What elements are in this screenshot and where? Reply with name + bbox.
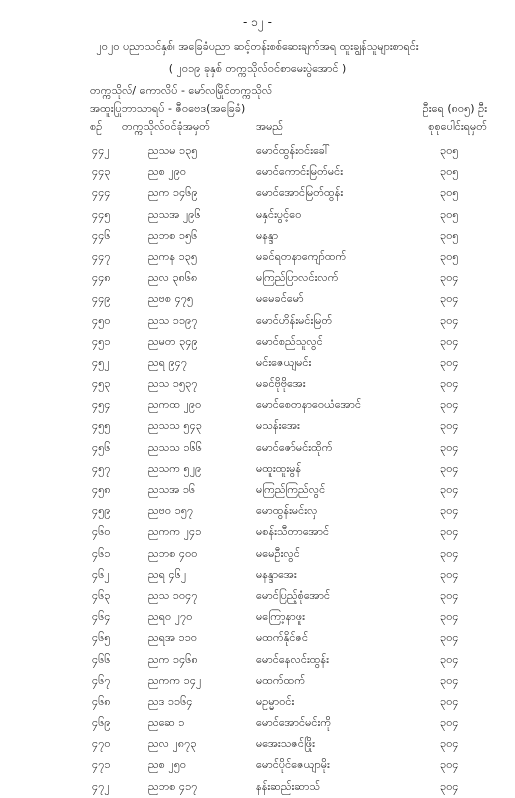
row-exam-id: ညဘစ ၄၀၀ bbox=[148, 546, 198, 560]
table-row bbox=[0, 650, 515, 671]
row-student-name: မောင်ထွန်းဝင်းခေါ် bbox=[256, 144, 330, 157]
row-total-score: ၃၀၄ bbox=[440, 271, 459, 285]
row-serial-number: ၄၆၈ bbox=[92, 694, 111, 708]
row-total-score: ၃၀၅ bbox=[440, 165, 459, 179]
row-exam-id: ညသအ ၁၆ bbox=[148, 483, 196, 496]
row-exam-id: ညမတ ၃၄၉ bbox=[148, 334, 198, 348]
row-exam-id: ညကထ ၂၉၀ bbox=[148, 398, 202, 412]
table-row bbox=[0, 226, 515, 247]
row-student-name: မထက်ထက် bbox=[256, 673, 306, 687]
row-student-name: မောင်စည်သူလွင် bbox=[256, 334, 323, 348]
row-total-score: ၃၀၄ bbox=[440, 631, 459, 645]
row-serial-number: ၄၅၈ bbox=[92, 483, 111, 496]
row-serial-number: ၄၆၂ bbox=[92, 567, 110, 581]
row-total-score: ၃၀၄ bbox=[440, 334, 459, 348]
row-total-score: ၃၀၄ bbox=[440, 588, 459, 602]
row-student-name: မခင်ရတနာကျော်ထက် bbox=[256, 249, 347, 263]
row-student-name: မောင်ကောင်းမြတ်မင်း bbox=[256, 165, 344, 179]
row-student-name: မနှင်းပွင့်ဝေ bbox=[256, 207, 302, 221]
row-total-score: ၃၀၄ bbox=[440, 355, 459, 369]
name-column-header: အမည် bbox=[256, 120, 284, 133]
row-exam-id: ညဘစ ၁၅၆ bbox=[148, 228, 198, 242]
row-serial-number: ၄၄၅ bbox=[92, 207, 111, 221]
row-total-score: ၃၀၄ bbox=[440, 292, 459, 306]
row-total-score: ၃၀၅ bbox=[440, 228, 459, 242]
row-total-score: ၃၀၄ bbox=[440, 673, 459, 687]
row-serial-number: ၄၅၇ bbox=[92, 461, 111, 475]
row-total-score: ၃၀၄ bbox=[440, 546, 459, 560]
row-exam-id: ညလ ၂၈၇၃ bbox=[148, 737, 197, 751]
row-serial-number: ၄၇၂ bbox=[92, 779, 110, 793]
table-row bbox=[0, 459, 515, 480]
row-student-name: မထူးထူးမွန် bbox=[256, 461, 302, 475]
document-title: ၂၀၂၀ ပညာသင်နှစ်၊ အခြေခံပညာ ဆင့်တန်းစစ်ဆေးချက်အရ ထူးချွန်သူများစာရင်း bbox=[96, 40, 419, 53]
row-total-score: ၃၀၄ bbox=[440, 610, 459, 624]
row-exam-id: ညရ၀ ၂၇၀ bbox=[148, 610, 193, 624]
row-serial-number: ၄၆၇ bbox=[92, 673, 111, 687]
row-student-name: မောင်ပြည့်စုံအောင် bbox=[256, 588, 331, 602]
row-exam-id: ညဗ၀ ၁၅၇ bbox=[148, 504, 194, 518]
row-student-name: မောင်နေလင်းထွန်း bbox=[256, 652, 329, 666]
row-total-score: ၃၀၄ bbox=[440, 652, 459, 666]
row-total-score: ၃၀၄ bbox=[440, 716, 459, 730]
row-student-name: မသန်းအေး bbox=[256, 419, 300, 433]
table-row bbox=[0, 353, 515, 374]
score-column-header: စုစုပေါင်းရမှတ် bbox=[428, 120, 487, 133]
row-serial-number: ၄၅၉ bbox=[92, 504, 111, 518]
table-row bbox=[0, 692, 515, 713]
major-subject-label: အထူးပြုဘာသာရပ် - ဇီဝဗေဒ(အခြေခံ) bbox=[90, 102, 246, 115]
table-row bbox=[0, 777, 515, 798]
row-serial-number: ၄၆၃ bbox=[92, 588, 111, 602]
table-row bbox=[0, 395, 515, 416]
row-student-name: မအေးသဇင်ဖြိုး bbox=[256, 737, 315, 751]
row-exam-id: ညသမ ၁၃၅ bbox=[148, 144, 198, 157]
row-serial-number: ၄၄၇ bbox=[92, 249, 111, 263]
row-serial-number: ၄၅၃ bbox=[92, 377, 111, 391]
row-exam-id: ညကန ၁၃၅ bbox=[148, 249, 198, 263]
row-exam-id: ညဆေ ၁ bbox=[148, 716, 185, 730]
row-serial-number: ၄၅၂ bbox=[92, 355, 110, 369]
row-total-score: ၃၀၄ bbox=[440, 525, 459, 539]
row-total-score: ၃၀၄ bbox=[440, 398, 459, 412]
row-student-name: မကြော့နာဖူး bbox=[256, 610, 305, 624]
row-student-name: မနန္ဒာ bbox=[256, 228, 279, 242]
row-serial-number: ၄၅၅ bbox=[92, 419, 111, 433]
results-list bbox=[0, 141, 515, 798]
row-total-score: ၃၀၄ bbox=[440, 483, 459, 496]
serial-column-header: စဉ် bbox=[90, 120, 103, 133]
row-exam-id: ညသသ ၅၄၃ bbox=[148, 419, 202, 433]
row-serial-number: ၄၆၁ bbox=[92, 546, 111, 560]
table-row bbox=[0, 628, 515, 649]
table-row bbox=[0, 544, 515, 565]
row-student-name: မောင်စေတနာဝေယံအောင် bbox=[256, 398, 362, 412]
row-total-score: ၃၀၄ bbox=[440, 419, 459, 433]
row-exam-id: ညရ ၄၆၂ bbox=[148, 567, 187, 581]
table-row bbox=[0, 734, 515, 755]
row-serial-number: ၄၇၁ bbox=[92, 758, 111, 772]
row-serial-number: ၄၄၂ bbox=[92, 144, 110, 157]
row-total-score: ၃၀၅ bbox=[440, 186, 459, 200]
row-exam-id: ညသက ၅၂၉ bbox=[148, 461, 202, 475]
row-student-name: နန်းဆည်းဆာသ် bbox=[256, 779, 321, 793]
row-exam-id: ညသသ ၁၆၆ bbox=[148, 440, 202, 454]
row-exam-id: ညစ ၂၅၀ bbox=[148, 758, 187, 772]
row-exam-id: ညသ ၁၀၄၇ bbox=[148, 588, 198, 602]
row-exam-id: ညရ ၉၄၇ bbox=[148, 355, 188, 369]
row-total-score: ၃၀၅ bbox=[440, 144, 459, 157]
row-serial-number: ၄၆၄ bbox=[92, 610, 111, 624]
row-exam-id: ညကက ၂၄၁ bbox=[148, 525, 202, 539]
row-student-name: မမေခင်မော် bbox=[256, 292, 304, 306]
row-serial-number: ၄၄၆ bbox=[92, 228, 111, 242]
table-row bbox=[0, 565, 515, 586]
table-row bbox=[0, 416, 515, 437]
table-row bbox=[0, 141, 515, 162]
row-serial-number: ၄၆၅ bbox=[92, 631, 111, 645]
table-row bbox=[0, 671, 515, 692]
table-row bbox=[0, 268, 515, 289]
row-student-name: မောင်အောင်မြတ်ထွန်း bbox=[256, 186, 344, 200]
table-row bbox=[0, 374, 515, 395]
table-row bbox=[0, 289, 515, 310]
row-serial-number: ၄၄၃ bbox=[92, 165, 111, 179]
row-student-name: မောင်ဇော်မင်းထိုက် bbox=[256, 440, 333, 454]
row-serial-number: ၄၄၈ bbox=[92, 271, 111, 285]
row-serial-number: ၄၆၀ bbox=[92, 525, 111, 539]
row-exam-id: ညရအ ၁၁၀ bbox=[148, 631, 198, 645]
row-student-name: မောင်အောင်မင်းကို bbox=[256, 716, 332, 730]
row-student-name: မောထွန်းမင်းလှ bbox=[256, 504, 318, 518]
row-exam-id: ညဗစ ၄၇၅ bbox=[148, 292, 194, 306]
row-exam-id: ညကက ၁၄၂ bbox=[148, 673, 202, 687]
row-exam-id: ညက ၁၄၆၉ bbox=[148, 186, 198, 200]
table-row bbox=[0, 311, 515, 332]
row-student-name: မောင်ဟိန်းမင်းမြတ် bbox=[256, 313, 333, 327]
table-row bbox=[0, 586, 515, 607]
row-exam-id: ညစ ၂၉၀ bbox=[148, 165, 187, 179]
row-total-score: ၃၀၄ bbox=[440, 377, 459, 391]
row-exam-id: ညသ ၁၁၉၇ bbox=[148, 313, 198, 327]
row-serial-number: ၄၇၀ bbox=[92, 737, 111, 751]
row-total-score: ၃၀၄ bbox=[440, 779, 459, 793]
table-row bbox=[0, 332, 515, 353]
row-total-score: ၃၀၄ bbox=[440, 758, 459, 772]
row-student-name: မထက်နိုင်ဇင် bbox=[256, 631, 309, 645]
row-total-score: ၃၀၄ bbox=[440, 504, 459, 518]
page-number: - ၁၂ - bbox=[243, 15, 272, 29]
row-student-name: မကြည်ကြည်လွင် bbox=[256, 483, 326, 496]
row-serial-number: ၄၅၄ bbox=[92, 398, 111, 412]
table-row bbox=[0, 607, 515, 628]
row-serial-number: ၄၆၆ bbox=[92, 652, 111, 666]
row-serial-number: ၄၄၉ bbox=[92, 292, 111, 306]
row-total-score: ၃၀၄ bbox=[440, 694, 459, 708]
row-serial-number: ၄၅၁ bbox=[92, 334, 111, 348]
document-subtitle: ( ၂၀၁၉ ခုနှစ် တက္ကသိုလ်ဝင်စာမေးပွဲအောင် ) bbox=[168, 62, 347, 75]
row-total-score: ၃၀၄ bbox=[440, 313, 459, 327]
row-serial-number: ၄၅၀ bbox=[92, 313, 111, 327]
row-serial-number: ၄၄၄ bbox=[92, 186, 111, 200]
row-student-name: မစန်းသီတာအောင် bbox=[256, 525, 330, 539]
row-total-score: ၃၀၄ bbox=[440, 440, 459, 454]
row-student-name: မင်းဇေယျမင်း bbox=[256, 355, 312, 369]
row-exam-id: ညသအ ၂၉၆ bbox=[148, 207, 201, 221]
table-row bbox=[0, 183, 515, 204]
table-row bbox=[0, 755, 515, 776]
row-student-name: မောင်ပိုင်ဇေယျာမိုး bbox=[256, 758, 330, 772]
row-exam-id: ညဒ ၁၁၆၄ bbox=[148, 694, 193, 708]
row-exam-id: ညလ ၃၈၆၈ bbox=[148, 271, 198, 285]
exam-id-column-header: တက္ကသိုလ်ဝင်ခုံအမှတ် bbox=[122, 120, 210, 133]
total-count-label: ဦးရေ (၈၀၅) ဦး bbox=[422, 102, 487, 115]
row-student-name: မခင်ဗိုဗိုအေး bbox=[256, 377, 306, 391]
table-row bbox=[0, 501, 515, 522]
row-total-score: ၃၀၅ bbox=[440, 249, 459, 263]
row-student-name: မကြည်ပြာလင်းလက် bbox=[256, 271, 339, 285]
row-total-score: ၃၀၄ bbox=[440, 567, 459, 581]
row-serial-number: ၄၆၉ bbox=[92, 716, 111, 730]
row-student-name: မမေဦးလွင် bbox=[256, 546, 300, 560]
table-row bbox=[0, 205, 515, 226]
row-total-score: ၃၀၄ bbox=[440, 737, 459, 751]
table-row bbox=[0, 162, 515, 183]
row-serial-number: ၄၅၆ bbox=[92, 440, 111, 454]
table-row bbox=[0, 522, 515, 543]
table-row bbox=[0, 247, 515, 268]
row-exam-id: ညက ၁၄၆၈ bbox=[148, 652, 198, 666]
row-student-name: မဥမ္မာဝင်း bbox=[256, 694, 295, 708]
row-total-score: ၃၀၅ bbox=[440, 207, 459, 221]
row-total-score: ၃၀၄ bbox=[440, 461, 459, 475]
university-label: တက္ကသိုလ်/ ကောလိပ် - မော်လမြိုင်တက္ကသိုလ် bbox=[90, 84, 273, 97]
row-exam-id: ညဘစ ၄၁၇ bbox=[148, 779, 198, 793]
row-exam-id: ညသ ၁၅၃၇ bbox=[148, 377, 198, 391]
table-row bbox=[0, 438, 515, 459]
table-row bbox=[0, 713, 515, 734]
row-student-name: မနန္ဒာအေး bbox=[256, 567, 297, 581]
table-row bbox=[0, 480, 515, 501]
